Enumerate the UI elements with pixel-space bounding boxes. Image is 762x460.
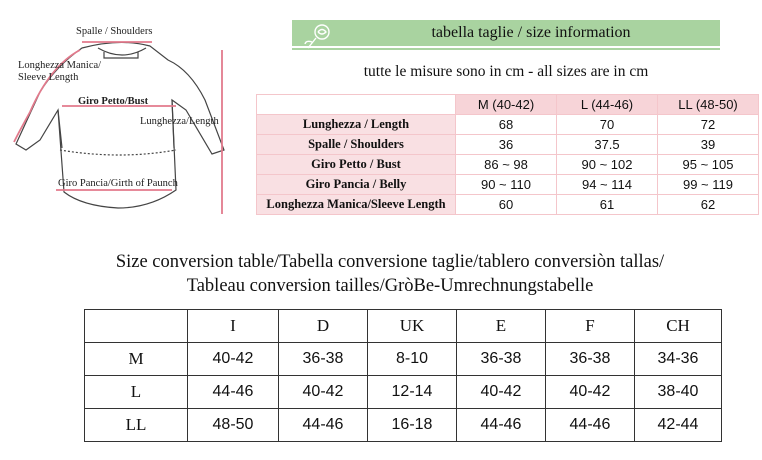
table-cell: 42-44 — [635, 409, 722, 442]
size-table-header-row — [257, 95, 759, 115]
table-cell: 40-42 — [279, 376, 368, 409]
table-cell: 44-46 — [188, 376, 279, 409]
table-cell: 8-10 — [368, 343, 457, 376]
table-row — [257, 115, 759, 135]
country-header: I — [188, 310, 279, 343]
row-label: Longhezza Manica/Sleeve Length — [257, 195, 456, 215]
row-label: Giro Pancia / Belly — [257, 175, 456, 195]
table-cell: 16-18 — [368, 409, 457, 442]
conversion-corner — [85, 310, 188, 343]
table-row — [85, 376, 722, 409]
table-cell: 90 ~ 102 — [557, 155, 658, 175]
row-label: LL — [85, 409, 188, 442]
table-cell: 90 ~ 110 — [456, 175, 557, 195]
table-row — [257, 195, 759, 215]
table-cell: 40-42 — [457, 376, 546, 409]
shoulders-label: Spalle / Shoulders — [76, 26, 153, 37]
table-cell: 44-46 — [457, 409, 546, 442]
table-cell: 36-38 — [457, 343, 546, 376]
size-table-corner — [257, 95, 456, 115]
size-conversion-table — [84, 309, 722, 442]
length-label: Lunghezza/Length — [140, 116, 219, 127]
banner-title: tabella taglie / size information — [431, 24, 631, 41]
sleeve-label-line1: Longhezza Manica/ — [18, 60, 102, 71]
banner-divider — [292, 46, 720, 48]
country-header: UK — [368, 310, 457, 343]
table-cell: 40-42 — [188, 343, 279, 376]
table-row — [257, 155, 759, 175]
table-cell: 94 ~ 114 — [557, 175, 658, 195]
conversion-title — [60, 250, 720, 298]
table-cell: 36-38 — [279, 343, 368, 376]
table-row — [257, 175, 759, 195]
table-cell: 37.5 — [557, 135, 658, 155]
table-cell: 36 — [456, 135, 557, 155]
table-cell: 68 — [456, 115, 557, 135]
table-row — [85, 343, 722, 376]
conversion-title-line2: Tableau conversion tailles/GròBe-Umrechnungstabelle — [186, 276, 594, 296]
size-table-header: L (44-46) — [557, 95, 658, 115]
table-cell: 48-50 — [188, 409, 279, 442]
size-table-header: LL (48-50) — [658, 95, 759, 115]
row-label: Lunghezza / Length — [257, 115, 456, 135]
table-cell: 86 ~ 98 — [456, 155, 557, 175]
table-cell: 12-14 — [368, 376, 457, 409]
row-label: L — [85, 376, 188, 409]
paunch-label: Giro Pancia/Girth of Paunch — [58, 178, 178, 189]
garment-sketch — [0, 0, 250, 230]
table-cell: 44-46 — [546, 409, 635, 442]
country-header: CH — [635, 310, 722, 343]
sleeve-label-line2: Sleeve Length — [18, 72, 79, 83]
table-cell: 70 — [557, 115, 658, 135]
table-row — [85, 409, 722, 442]
conversion-header-row — [85, 310, 722, 343]
units-note: tutte le misure sono in cm - all sizes are in cm — [363, 63, 649, 80]
country-header: E — [457, 310, 546, 343]
table-cell: 39 — [658, 135, 759, 155]
conversion-title-line1: Size conversion table/Tabella conversione taglie/tablero conversiòn tallas/ — [115, 252, 665, 272]
table-cell: 95 ~ 105 — [658, 155, 759, 175]
table-cell: 99 ~ 119 — [658, 175, 759, 195]
country-header: F — [546, 310, 635, 343]
table-cell: 36-38 — [546, 343, 635, 376]
size-table-header: M (40-42) — [456, 95, 557, 115]
table-cell: 38-40 — [635, 376, 722, 409]
table-cell: 62 — [658, 195, 759, 215]
row-label: Giro Petto / Bust — [257, 155, 456, 175]
table-row — [257, 135, 759, 155]
country-header: D — [279, 310, 368, 343]
table-cell: 72 — [658, 115, 759, 135]
row-label: Spalle / Shoulders — [257, 135, 456, 155]
table-cell: 61 — [557, 195, 658, 215]
row-label: M — [85, 343, 188, 376]
bust-label: Giro Petto/Bust — [78, 96, 149, 107]
table-cell: 60 — [456, 195, 557, 215]
table-cell: 44-46 — [279, 409, 368, 442]
size-info-banner — [292, 20, 720, 50]
table-cell: 34-36 — [635, 343, 722, 376]
table-cell: 40-42 — [546, 376, 635, 409]
size-info-table — [256, 94, 759, 215]
